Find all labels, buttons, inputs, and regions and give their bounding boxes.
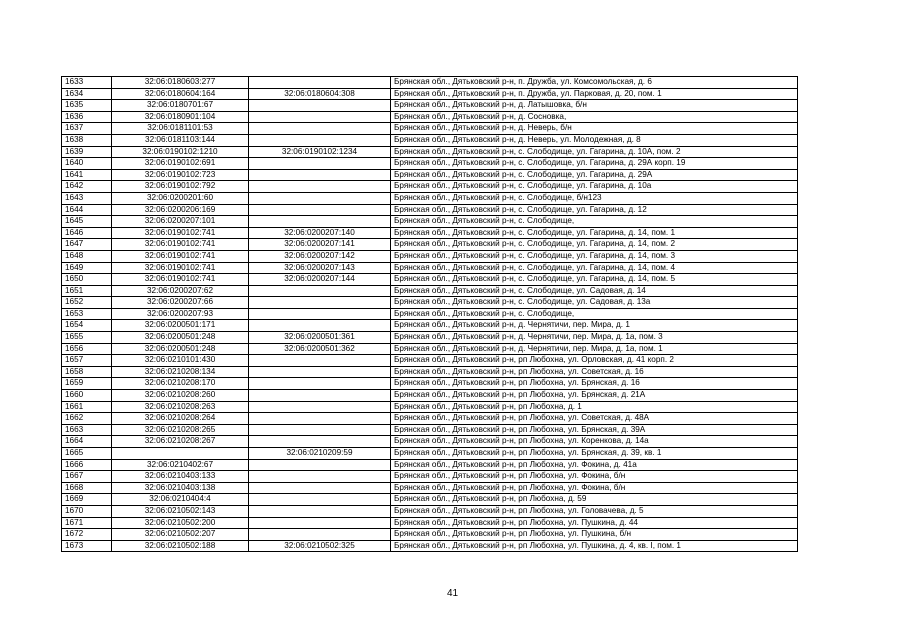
land-cadastral-number: 32:06:0200207:101 — [112, 216, 249, 228]
land-cadastral-number: 32:06:0180603:277 — [112, 77, 249, 89]
table-row — [62, 482, 798, 494]
address-cell: Брянская обл., Дятьковский р-н, д. Неверь, ул. Молодежная, д. 8 — [391, 134, 798, 146]
row-number: 1636 — [62, 111, 112, 123]
table-row — [62, 227, 798, 239]
address-cell: Брянская обл., Дятьковский р-н, рп Любохна, ул. Фокина, д. 41а — [391, 459, 798, 471]
address-cell: Брянская обл., Дятьковский р-н, д. Чернятичи, пер. Мира, д. 1 — [391, 320, 798, 332]
row-number: 1654 — [62, 320, 112, 332]
row-number: 1633 — [62, 77, 112, 89]
table-row — [62, 181, 798, 193]
land-cadastral-number: 32:06:0210502:200 — [112, 517, 249, 529]
row-number: 1652 — [62, 297, 112, 309]
address-cell: Брянская обл., Дятьковский р-н, с. Слободище, ул. Гагарина, д. 14, пом. 2 — [391, 239, 798, 251]
table-row — [62, 540, 798, 552]
object-cadastral-number — [249, 401, 391, 413]
object-cadastral-number: 32:06:0190102:1234 — [249, 146, 391, 158]
address-cell: Брянская обл., Дятьковский р-н, д. Неверь, б/н — [391, 123, 798, 135]
row-number: 1664 — [62, 436, 112, 448]
address-cell: Брянская обл., Дятьковский р-н, рп Любохна, ул. Фокина, б/н — [391, 482, 798, 494]
address-cell: Брянская обл., Дятьковский р-н, с. Слободище, ул. Гагарина, д. 10а — [391, 181, 798, 193]
address-cell: Брянская обл., Дятьковский р-н, рп Любохна, ул. Брянская, д. 16 — [391, 378, 798, 390]
address-cell: Брянская обл., Дятьковский р-н, д. Чернятичи, пер. Мира, д. 1а, пом. 3 — [391, 332, 798, 344]
land-cadastral-number: 32:06:0180901:104 — [112, 111, 249, 123]
object-cadastral-number — [249, 424, 391, 436]
land-cadastral-number: 32:06:0200207:66 — [112, 297, 249, 309]
row-number: 1666 — [62, 459, 112, 471]
table-row — [62, 169, 798, 181]
object-cadastral-number — [249, 77, 391, 89]
table-row — [62, 123, 798, 135]
row-number: 1643 — [62, 192, 112, 204]
table-row — [62, 378, 798, 390]
address-cell: Брянская обл., Дятьковский р-н, д. Латышовка, б/н — [391, 100, 798, 112]
object-cadastral-number — [249, 529, 391, 541]
object-cadastral-number — [249, 204, 391, 216]
land-cadastral-number: 32:06:0181101:53 — [112, 123, 249, 135]
land-cadastral-number: 32:06:0210101:430 — [112, 355, 249, 367]
land-cadastral-number: 32:06:0210502:143 — [112, 505, 249, 517]
table-row — [62, 355, 798, 367]
table-row — [62, 413, 798, 425]
land-cadastral-number: 32:06:0190102:723 — [112, 169, 249, 181]
row-number: 1646 — [62, 227, 112, 239]
address-cell: Брянская обл., Дятьковский р-н, рп Любохна, ул. Головачева, д. 5 — [391, 505, 798, 517]
table-row — [62, 100, 798, 112]
land-cadastral-number: 32:06:0190102:1210 — [112, 146, 249, 158]
object-cadastral-number — [249, 494, 391, 506]
row-number: 1637 — [62, 123, 112, 135]
address-cell: Брянская обл., Дятьковский р-н, д. Чернятичи, пер. Мира, д. 1а, пом. 1 — [391, 343, 798, 355]
object-cadastral-number — [249, 459, 391, 471]
table-row — [62, 146, 798, 158]
land-cadastral-number: 32:06:0210208:170 — [112, 378, 249, 390]
land-cadastral-number: 32:06:0210403:138 — [112, 482, 249, 494]
row-number: 1671 — [62, 517, 112, 529]
row-number: 1644 — [62, 204, 112, 216]
row-number: 1634 — [62, 88, 112, 100]
table-row — [62, 436, 798, 448]
land-cadastral-number: 32:06:0200501:248 — [112, 343, 249, 355]
address-cell: Брянская обл., Дятьковский р-н, п. Дружба, ул. Парковая, д. 20, пом. 1 — [391, 88, 798, 100]
object-cadastral-number — [249, 355, 391, 367]
land-cadastral-number: 32:06:0200501:248 — [112, 332, 249, 344]
row-number: 1668 — [62, 482, 112, 494]
row-number: 1649 — [62, 262, 112, 274]
address-cell: Брянская обл., Дятьковский р-н, рп Любохна, ул. Пушкина, д. 44 — [391, 517, 798, 529]
table-body — [62, 77, 798, 552]
address-cell: Брянская обл., Дятьковский р-н, рп Любохна, д. 59 — [391, 494, 798, 506]
table-row — [62, 459, 798, 471]
table-row — [62, 308, 798, 320]
row-number: 1640 — [62, 158, 112, 170]
table-row — [62, 274, 798, 286]
land-cadastral-number: 32:06:0210208:134 — [112, 366, 249, 378]
address-cell: Брянская обл., Дятьковский р-н, рп Любохна, д. 1 — [391, 401, 798, 413]
object-cadastral-number — [249, 181, 391, 193]
object-cadastral-number — [249, 216, 391, 228]
row-number: 1653 — [62, 308, 112, 320]
address-cell: Брянская обл., Дятьковский р-н, с. Слободище, ул. Гагарина, д. 29А корп. 19 — [391, 158, 798, 170]
land-cadastral-number: 32:06:0210208:265 — [112, 424, 249, 436]
row-number: 1669 — [62, 494, 112, 506]
address-cell: Брянская обл., Дятьковский р-н, рп Любохна, ул. Фокина, б/н — [391, 471, 798, 483]
table-row — [62, 77, 798, 89]
table-row — [62, 390, 798, 402]
object-cadastral-number — [249, 505, 391, 517]
address-cell: Брянская обл., Дятьковский р-н, п. Дружба, ул. Комсомольская, д. 6 — [391, 77, 798, 89]
object-cadastral-number: 32:06:0200207:140 — [249, 227, 391, 239]
table-row — [62, 111, 798, 123]
row-number: 1650 — [62, 274, 112, 286]
row-number: 1635 — [62, 100, 112, 112]
table-row — [62, 192, 798, 204]
land-cadastral-number: 32:06:0190102:741 — [112, 250, 249, 262]
row-number: 1647 — [62, 239, 112, 251]
row-number: 1663 — [62, 424, 112, 436]
table-row — [62, 88, 798, 100]
land-cadastral-number: 32:06:0210208:260 — [112, 390, 249, 402]
object-cadastral-number: 32:06:0200207:144 — [249, 274, 391, 286]
row-number: 1638 — [62, 134, 112, 146]
table-row — [62, 320, 798, 332]
table-row — [62, 332, 798, 344]
table-row — [62, 517, 798, 529]
land-cadastral-number: 32:06:0181103:144 — [112, 134, 249, 146]
row-number: 1661 — [62, 401, 112, 413]
address-cell: Брянская обл., Дятьковский р-н, с. Слободище, ул. Гагарина, д. 14, пом. 1 — [391, 227, 798, 239]
row-number: 1651 — [62, 285, 112, 297]
table-row — [62, 297, 798, 309]
row-number: 1642 — [62, 181, 112, 193]
row-number: 1648 — [62, 250, 112, 262]
address-cell: Брянская обл., Дятьковский р-н, рп Любохна, ул. Советская, д. 16 — [391, 366, 798, 378]
object-cadastral-number — [249, 123, 391, 135]
page-number: 41 — [446, 588, 459, 599]
address-cell: Брянская обл., Дятьковский р-н, рп Любохна, ул. Брянская, д. 39, кв. 1 — [391, 448, 798, 460]
object-cadastral-number: 32:06:0180604:308 — [249, 88, 391, 100]
address-cell: Брянская обл., Дятьковский р-н, с. Слободище, ул. Гагарина, д. 29А — [391, 169, 798, 181]
land-cadastral-number: 32:06:0200501:171 — [112, 320, 249, 332]
object-cadastral-number — [249, 471, 391, 483]
row-number: 1670 — [62, 505, 112, 517]
table-row — [62, 134, 798, 146]
address-cell: Брянская обл., Дятьковский р-н, с. Слободище, — [391, 308, 798, 320]
table-row — [62, 158, 798, 170]
object-cadastral-number: 32:06:0210502:325 — [249, 540, 391, 552]
object-cadastral-number — [249, 111, 391, 123]
land-cadastral-number: 32:06:0200201:60 — [112, 192, 249, 204]
row-number: 1657 — [62, 355, 112, 367]
address-cell: Брянская обл., Дятьковский р-н, рп Любохна, ул. Пушкина, д. 4, кв. I, пом. 1 — [391, 540, 798, 552]
land-cadastral-number: 32:06:0190102:741 — [112, 227, 249, 239]
land-cadastral-number: 32:06:0190102:792 — [112, 181, 249, 193]
table-row — [62, 424, 798, 436]
land-cadastral-number: 32:06:0190102:741 — [112, 274, 249, 286]
land-cadastral-number: 32:06:0180701:67 — [112, 100, 249, 112]
land-cadastral-number: 32:06:0200207:62 — [112, 285, 249, 297]
object-cadastral-number — [249, 285, 391, 297]
object-cadastral-number — [249, 378, 391, 390]
object-cadastral-number — [249, 517, 391, 529]
row-number: 1645 — [62, 216, 112, 228]
land-cadastral-number: 32:06:0210502:188 — [112, 540, 249, 552]
table-row — [62, 262, 798, 274]
object-cadastral-number — [249, 436, 391, 448]
address-cell: Брянская обл., Дятьковский р-н, рп Любохна, ул. Коренкова, д. 14а — [391, 436, 798, 448]
address-cell: Брянская обл., Дятьковский р-н, с. Слободище, ул. Гагарина, д. 10А, пом. 2 — [391, 146, 798, 158]
land-cadastral-number: 32:06:0180604:164 — [112, 88, 249, 100]
object-cadastral-number — [249, 100, 391, 112]
address-cell: Брянская обл., Дятьковский р-н, с. Слободище, ул. Садовая, д. 13а — [391, 297, 798, 309]
address-cell: Брянская обл., Дятьковский р-н, с. Слободище, б/н123 — [391, 192, 798, 204]
object-cadastral-number — [249, 192, 391, 204]
land-cadastral-number: 32:06:0210208:263 — [112, 401, 249, 413]
row-number: 1659 — [62, 378, 112, 390]
land-cadastral-number: 32:06:0210208:267 — [112, 436, 249, 448]
object-cadastral-number — [249, 320, 391, 332]
object-cadastral-number — [249, 366, 391, 378]
address-cell: Брянская обл., Дятьковский р-н, с. Слободище, ул. Садовая, д. 14 — [391, 285, 798, 297]
table-row — [62, 494, 798, 506]
land-cadastral-number: 32:06:0210208:264 — [112, 413, 249, 425]
table-row — [62, 239, 798, 251]
row-number: 1641 — [62, 169, 112, 181]
row-number: 1655 — [62, 332, 112, 344]
address-cell: Брянская обл., Дятьковский р-н, рп Любохна, ул. Пушкина, б/н — [391, 529, 798, 541]
row-number: 1660 — [62, 390, 112, 402]
object-cadastral-number: 32:06:0200207:142 — [249, 250, 391, 262]
land-cadastral-number: 32:06:0200207:93 — [112, 308, 249, 320]
object-cadastral-number — [249, 158, 391, 170]
address-cell: Брянская обл., Дятьковский р-н, с. Слободище, ул. Гагарина, д. 12 — [391, 204, 798, 216]
object-cadastral-number — [249, 297, 391, 309]
table-row — [62, 343, 798, 355]
row-number: 1658 — [62, 366, 112, 378]
table-row — [62, 505, 798, 517]
land-cadastral-number: 32:06:0200206:169 — [112, 204, 249, 216]
table-row — [62, 366, 798, 378]
address-cell: Брянская обл., Дятьковский р-н, рп Любохна, ул. Советская, д. 48А — [391, 413, 798, 425]
object-cadastral-number: 32:06:0200207:141 — [249, 239, 391, 251]
land-cadastral-number: 32:06:0210403:133 — [112, 471, 249, 483]
table-row — [62, 529, 798, 541]
object-cadastral-number — [249, 169, 391, 181]
address-cell: Брянская обл., Дятьковский р-н, рп Любохна, ул. Брянская, д. 21А — [391, 390, 798, 402]
object-cadastral-number — [249, 413, 391, 425]
object-cadastral-number: 32:06:0200501:362 — [249, 343, 391, 355]
object-cadastral-number: 32:06:0210209:59 — [249, 448, 391, 460]
table-row — [62, 216, 798, 228]
land-cadastral-number — [112, 448, 249, 460]
address-cell: Брянская обл., Дятьковский р-н, с. Слободище, ул. Гагарина, д. 14, пом. 3 — [391, 250, 798, 262]
land-cadastral-number: 32:06:0190102:741 — [112, 262, 249, 274]
object-cadastral-number: 32:06:0200207:143 — [249, 262, 391, 274]
object-cadastral-number — [249, 390, 391, 402]
land-cadastral-number: 32:06:0210402:67 — [112, 459, 249, 471]
table-row — [62, 285, 798, 297]
row-number: 1673 — [62, 540, 112, 552]
table-row — [62, 250, 798, 262]
land-cadastral-number: 32:06:0190102:741 — [112, 239, 249, 251]
row-number: 1639 — [62, 146, 112, 158]
row-number: 1662 — [62, 413, 112, 425]
land-cadastral-number: 32:06:0210404:4 — [112, 494, 249, 506]
row-number: 1665 — [62, 448, 112, 460]
address-cell: Брянская обл., Дятьковский р-н, с. Слободище, ул. Гагарина, д. 14, пом. 4 — [391, 262, 798, 274]
table-row — [62, 471, 798, 483]
land-cadastral-number: 32:06:0190102:691 — [112, 158, 249, 170]
table-row — [62, 401, 798, 413]
row-number: 1656 — [62, 343, 112, 355]
row-number: 1667 — [62, 471, 112, 483]
address-cell: Брянская обл., Дятьковский р-н, д. Сосновка, — [391, 111, 798, 123]
object-cadastral-number — [249, 482, 391, 494]
object-cadastral-number — [249, 308, 391, 320]
address-cell: Брянская обл., Дятьковский р-н, с. Слободище, ул. Гагарина, д. 14, пом. 5 — [391, 274, 798, 286]
land-cadastral-number: 32:06:0210502:207 — [112, 529, 249, 541]
table-row — [62, 448, 798, 460]
table-row — [62, 204, 798, 216]
property-registry-table — [61, 76, 798, 552]
row-number: 1672 — [62, 529, 112, 541]
address-cell: Брянская обл., Дятьковский р-н, рп Любохна, ул. Орловская, д. 41 корп. 2 — [391, 355, 798, 367]
object-cadastral-number — [249, 134, 391, 146]
object-cadastral-number: 32:06:0200501:361 — [249, 332, 391, 344]
address-cell: Брянская обл., Дятьковский р-н, рп Любохна, ул. Брянская, д. 39А — [391, 424, 798, 436]
address-cell: Брянская обл., Дятьковский р-н, с. Слободище, — [391, 216, 798, 228]
